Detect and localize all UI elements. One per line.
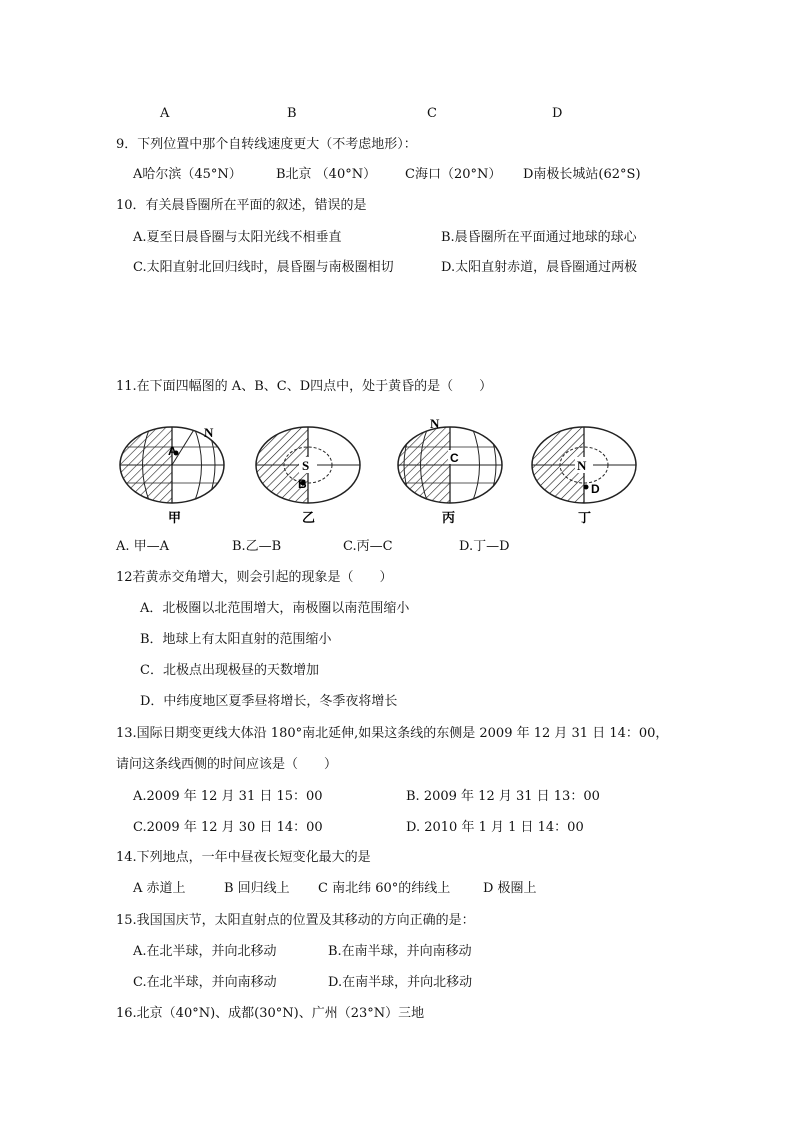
figure-label-jia: 甲	[168, 511, 182, 526]
top-label-a: A	[160, 106, 170, 121]
q13-option-c: C.2009 年 12 月 30 日 14：00	[133, 820, 323, 835]
q10-stem: 10．有关晨昏圈所在平面的叙述，错误的是	[116, 198, 367, 213]
q10-option-d: D.太阳直射赤道，晨昏圈通过两极	[441, 260, 638, 275]
q9-option-b: B北京 （40°N）	[276, 167, 377, 182]
q14-option-c: C 南北纬 60°的纬线上	[318, 881, 451, 896]
q12-option-b: B．地球上有太阳直射的范围缩小	[140, 632, 332, 647]
figure-label-yi: 乙	[302, 511, 316, 526]
q13-option-d: D. 2010 年 1 月 1 日 14：00	[406, 820, 584, 835]
top-label-c: C	[427, 106, 437, 121]
q14-option-d: D 极圈上	[483, 881, 537, 896]
diagram-ding	[530, 415, 650, 526]
label-n-jia: N	[204, 425, 214, 440]
q12-option-c: C．北极点出现极昼的天数增加	[140, 663, 319, 678]
q14-option-a: A 赤道上	[133, 881, 186, 896]
q9-option-c: C海口（20°N）	[405, 167, 502, 182]
point-d-marker	[584, 485, 589, 490]
q11-option-a: A. 甲—A	[116, 539, 170, 554]
label-n-bing: N	[430, 416, 440, 431]
q15-option-c: C.在北半球，并向南移动	[133, 975, 277, 990]
diagram-yi	[250, 415, 370, 526]
q14-stem: 14.下列地点，一年中昼夜长短变化最大的是	[116, 850, 371, 865]
q15-stem: 15.我国国庆节，太阳直射点的位置及其移动的方向正确的是：	[116, 913, 475, 928]
q11-option-b: B.乙—B	[232, 539, 282, 554]
q13-option-a: A.2009 年 12 月 31 日 15：00	[133, 789, 323, 804]
q12-option-a: A．北极圈以北范围增大，南极圈以南范围缩小	[140, 601, 410, 616]
figure-label-ding: 丁	[578, 511, 592, 526]
q12-option-d: D．中纬度地区夏季昼将增长，冬季夜将增长	[140, 694, 398, 709]
figure-label-bing: 丙	[442, 511, 456, 526]
top-label-d: D	[552, 106, 563, 121]
q10-option-b: B.晨昏圈所在平面通过地球的球心	[441, 230, 637, 245]
label-n-ding: N	[577, 458, 587, 473]
q11-option-d: D.丁—D	[459, 539, 510, 554]
label-b: B	[298, 477, 307, 491]
q14-option-b: B 回归线上	[224, 881, 290, 896]
q16-stem: 16.北京（40°N)、成都(30°N)、广州（23°N）三地	[116, 1006, 425, 1021]
q10-option-c: C.太阳直射北回归线时，晨昏圈与南极圈相切	[133, 260, 394, 275]
q11-option-c: C.丙—C	[343, 539, 393, 554]
label-a: A	[168, 444, 177, 458]
label-c: C	[450, 451, 459, 465]
q15-option-a: A.在北半球，并向北移动	[133, 944, 277, 959]
q13-stem-line2: 请问这条线西侧的时间应该是（ ）	[116, 757, 338, 772]
q13-stem-line1: 13.国际日期变更线大体沿 180°南北延伸,如果这条线的东侧是 2009 年 12 月 31 日 14：00，	[116, 726, 669, 741]
diagram-jia	[110, 415, 240, 526]
q12-stem: 12若黄赤交角增大，则会引起的现象是（ ）	[116, 570, 393, 585]
q11-earth-diagrams	[110, 415, 650, 530]
q15-option-d: D.在南半球，并向北移动	[328, 975, 473, 990]
q11-stem: 11.在下面四幅图的 A、B、C、D四点中，处于黄昏的是（ ）	[116, 379, 493, 394]
q9-option-d: D南极长城站(62°S)	[523, 167, 641, 182]
q9-option-a: A哈尔滨（45°N）	[133, 167, 242, 182]
q9-stem: 9．下列位置中那个自转线速度更大（不考虑地形）：	[116, 137, 417, 152]
q13-option-b: B. 2009 年 12 月 31 日 13：00	[406, 789, 600, 804]
diagram-bing	[390, 415, 510, 526]
q15-option-b: B.在南半球，并向南移动	[328, 944, 472, 959]
top-label-b: B	[287, 106, 297, 121]
q10-option-a: A.夏至日晨昏圈与太阳光线不相垂直	[133, 230, 342, 245]
label-d: D	[591, 482, 600, 496]
label-s: S	[302, 458, 310, 473]
